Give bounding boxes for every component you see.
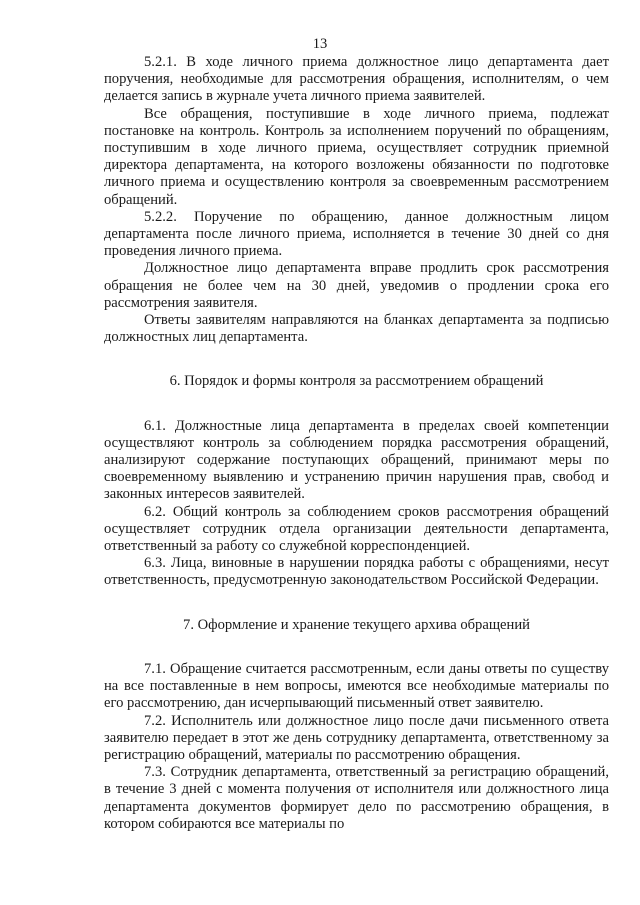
section-6-heading: 6. Порядок и формы контроля за рассмотрением обращений <box>169 373 544 390</box>
paragraph-6-1: 6.1. Должностные лица департамента в пределах своей компетенции осуществляют контроль за соблюдением порядка рассмотрения обращений, анализируют содержание поступающих обращений, принимают меры по своевременному выявлению и устранению причин нарушения прав, свобод и законных интересов заявителей. <box>104 417 609 503</box>
page-number: 13 <box>312 36 328 52</box>
paragraph-extension: Должностное лицо департамента вправе продлить срок рассмотрения обращения не более чем на 30 дней, уведомив о продлении срока его рассмотрения заявителя. <box>104 260 609 311</box>
paragraph-5-2-1: 5.2.1. В ходе личного приема должностное лицо департамента дает поручения, необходимые для рассмотрения обращения, исполнителям, о чем делается запись в журнале учета личного приема заявителей. <box>104 54 609 105</box>
paragraph-5-2-2: 5.2.2. Поручение по обращению, данное должностным лицом департамента после личного приема, исполняется в течение 30 дней со дня проведения личного приема. <box>104 208 609 260</box>
document-body <box>104 54 609 833</box>
paragraph-control: Все обращения, поступившие в ходе личного приема, подлежат постановке на контроль. Контроль за исполнением поручений по обращениям, поступившим в ходе личного приема, осуществляет сотрудник приемной директора департамента, на которого возложены обязанности по подготовке личного приема и осуществлению контроля за своевременным рассмотрением обращений. <box>104 105 609 208</box>
paragraph-7-1: 7.1. Обращение считается рассмотренным, если даны ответы по существу на все поставленные в нем вопросы, имеются все необходимые материалы по его рассмотрению, дан исчерпывающий письменный ответ заявителю. <box>104 660 609 712</box>
paragraph-7-3: 7.3. Сотрудник департамента, ответственный за регистрацию обращений, в течение 3 дней с момента получения от исполнителя или должностного лица департамента документов формирует дело по рассмотрению обращения, в котором собираются все материалы по <box>104 764 609 832</box>
paragraph-answers: Ответы заявителям направляются на бланках департамента за подписью должностных лиц департамента. <box>104 312 609 346</box>
paragraph-6-2: 6.2. Общий контроль за соблюдением сроков рассмотрения обращений осуществляет сотрудник отдела организации деятельности департамента, ответственный за работу со служебной корреспонденцией. <box>104 503 609 555</box>
paragraph-6-3: 6.3. Лица, виновные в нарушении порядка работы с обращениями, несут ответственность, предусмотренную законодательством Российской Федерации. <box>104 555 609 589</box>
paragraph-7-2: 7.2. Исполнитель или должностное лицо после дачи письменного ответа заявителю передает в этот же день сотруднику департамента, ответственному за регистрацию обращений, материалы по рассмотрению обращения. <box>104 712 609 763</box>
section-7-heading: 7. Оформление и хранение текущего архива обращений <box>183 616 530 633</box>
